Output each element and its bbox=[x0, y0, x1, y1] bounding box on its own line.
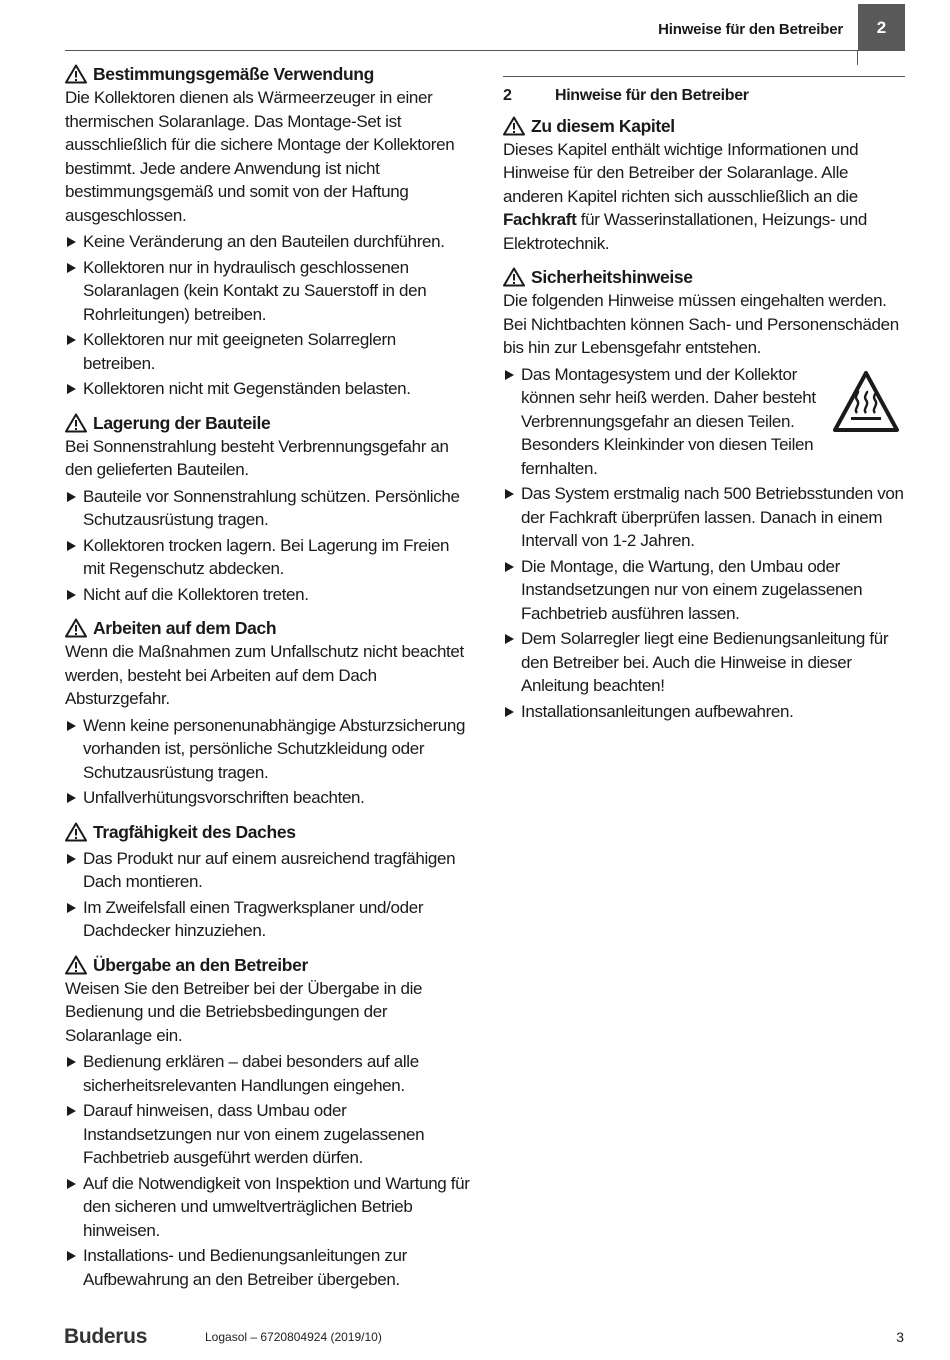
instruction-list bbox=[65, 230, 470, 401]
list-item bbox=[65, 1050, 470, 1097]
list-item bbox=[503, 555, 905, 626]
section-heading bbox=[65, 616, 470, 640]
hot-surface-warning-icon bbox=[831, 369, 901, 435]
section-text-part: Dieses Kapitel enthält wichtige Informationen und Hinweise für den Betreiber der Solaranlage. Alle anderen Kapitel richten sich ausschließlich an die bbox=[503, 139, 859, 206]
bullet-arrow-icon bbox=[67, 384, 76, 394]
section-heading-text: Übergabe an den Betreiber bbox=[93, 954, 308, 975]
warning-icon bbox=[503, 267, 525, 287]
section-heading-text: Arbeiten auf dem Dach bbox=[93, 618, 277, 638]
list-item-text: Kollektoren nicht mit Gegenständen belasten. bbox=[83, 379, 411, 398]
bullet-arrow-icon bbox=[67, 793, 76, 803]
section-text: Wenn die Maßnahmen zum Unfallschutz nicht beachtet werden, besteht bei Arbeiten auf dem Dach Absturzgefahr. bbox=[65, 642, 464, 708]
bullet-arrow-icon bbox=[67, 237, 76, 247]
list-item-text: Installations- und Bedienungsanleitungen zur Aufbewahrung an den Betreiber übergeben. bbox=[83, 1246, 407, 1289]
list-item-text: Das Produkt nur auf einem ausreichend tragfähigen Dach montieren. bbox=[83, 848, 456, 891]
bullet-arrow-icon bbox=[67, 1057, 76, 1067]
section-safety-notes bbox=[503, 265, 905, 723]
section-text: Die Kollektoren dienen als Wärmeerzeuger in einer thermischen Solaranlage. Das Montage-Set ist ausschließlich für die sichere Montage der Kollektoren bestimmt. Jede andere Anwendung ist nicht bestimmungsgemäß und somit von der Haftung ausgeschlossen. bbox=[65, 88, 455, 225]
bullet-arrow-icon bbox=[505, 489, 514, 499]
list-item bbox=[65, 1099, 470, 1170]
section-text-emphasis: Fachkraft bbox=[503, 210, 577, 229]
list-item-text: Darauf hinweisen, dass Umbau oder Instandsetzungen nur von einem zugelassenen Fachbetrieb ausgeführt werden dürfen. bbox=[83, 1101, 425, 1167]
instruction-list bbox=[65, 1050, 470, 1291]
section-heading bbox=[65, 953, 470, 977]
list-item-text: Installationsanleitungen aufbewahren. bbox=[521, 701, 794, 721]
warning-icon bbox=[503, 116, 525, 136]
list-item-text: Im Zweifelsfall einen Tragwerksplaner und/oder Dachdecker hinzuziehen. bbox=[83, 897, 424, 940]
bullet-arrow-icon bbox=[67, 854, 76, 864]
list-item-text: Bedienung erklären – dabei besonders auf alle sicherheitsrelevanten Handlungen eingehen. bbox=[83, 1052, 419, 1095]
chapter-heading bbox=[503, 84, 905, 108]
list-item bbox=[65, 1244, 470, 1291]
chapter-rule bbox=[503, 76, 905, 77]
bullet-arrow-icon bbox=[67, 590, 76, 600]
chapter-heading-number: 2 bbox=[503, 87, 512, 104]
bullet-arrow-icon bbox=[67, 492, 76, 502]
list-item-text: Kollektoren trocken lagern. Bei Lagerung im Freien mit Regenschutz abdecken. bbox=[83, 535, 450, 578]
list-item-text: Keine Veränderung an den Bauteilen durchführen. bbox=[83, 232, 445, 251]
header-rule bbox=[65, 50, 858, 51]
list-item-text: Dem Solarregler liegt eine Bedienungsanleitung für den Betreiber bei. Auch die Hinweise in dieser Anleitung beachten! bbox=[521, 629, 889, 695]
list-item bbox=[65, 714, 470, 785]
warning-icon bbox=[65, 618, 87, 638]
list-item bbox=[65, 1172, 470, 1243]
bullet-arrow-icon bbox=[67, 541, 76, 551]
warning-section bbox=[65, 953, 470, 1292]
document-reference: Logasol – 6720804924 (2019/10) bbox=[205, 1330, 382, 1344]
instruction-list bbox=[503, 363, 905, 724]
page-number: 3 bbox=[896, 1329, 904, 1345]
warning-icon bbox=[65, 413, 87, 433]
bullet-arrow-icon bbox=[67, 1251, 76, 1261]
bullet-arrow-icon bbox=[505, 634, 514, 644]
section-heading bbox=[65, 820, 470, 844]
warning-icon bbox=[65, 64, 87, 84]
section-heading bbox=[503, 265, 905, 289]
list-item bbox=[503, 700, 905, 724]
section-text bbox=[503, 138, 905, 256]
running-header-title: Hinweise für den Betreiber bbox=[658, 21, 843, 38]
bullet-arrow-icon bbox=[67, 335, 76, 345]
warning-icon bbox=[65, 955, 87, 975]
section-heading bbox=[503, 114, 905, 138]
section-text-part: für Wasserinstallationen, Heizungs- und Elektrotechnik. bbox=[503, 210, 867, 253]
warning-section bbox=[65, 616, 470, 810]
badge-rule bbox=[857, 51, 858, 65]
bullet-arrow-icon bbox=[67, 721, 76, 731]
section-heading bbox=[65, 411, 470, 435]
list-item-text: Bauteile vor Sonnenstrahlung schützen. Persönliche Schutzausrüstung tragen. bbox=[83, 486, 460, 529]
section-text: Weisen Sie den Betreiber bei der Übergabe in die Bedienung und die Betriebsbedingungen der Solaranlage ein. bbox=[65, 978, 423, 1045]
bullet-arrow-icon bbox=[505, 562, 514, 572]
right-column bbox=[503, 76, 905, 733]
instruction-list bbox=[65, 714, 470, 810]
bullet-arrow-icon bbox=[67, 903, 76, 913]
list-item bbox=[65, 256, 470, 327]
list-item-text: Nicht auf die Kollektoren treten. bbox=[83, 584, 309, 604]
section-text: Bei Sonnenstrahlung besteht Verbrennungsgefahr an den gelieferten Bauteilen. bbox=[65, 436, 449, 479]
list-item-text: Wenn keine personenunabhängige Absturzsicherung vorhanden ist, persönliche Schutzkleidung oder Schutzausrüstung tragen. bbox=[83, 715, 466, 782]
section-about-chapter bbox=[503, 114, 905, 256]
bullet-arrow-icon bbox=[505, 370, 514, 380]
list-item-text: Das System erstmalig nach 500 Betriebsstunden von der Fachkraft überprüfen lassen. Danach in einem Intervall von 1-2 Jahren. bbox=[521, 484, 904, 550]
bullet-arrow-icon bbox=[505, 707, 514, 717]
list-item bbox=[65, 896, 470, 943]
list-item bbox=[503, 482, 905, 553]
warning-section bbox=[65, 411, 470, 607]
brand-logo: Buderus bbox=[64, 1325, 148, 1348]
section-heading-text: Bestimmungsgemäße Verwendung bbox=[93, 64, 374, 84]
list-item bbox=[503, 363, 905, 481]
bullet-arrow-icon bbox=[67, 1106, 76, 1116]
instruction-list bbox=[65, 485, 470, 607]
list-item bbox=[65, 485, 470, 532]
warning-section bbox=[65, 62, 470, 401]
bullet-arrow-icon bbox=[67, 263, 76, 273]
list-item bbox=[503, 627, 905, 698]
warning-section bbox=[65, 820, 470, 943]
list-item bbox=[65, 583, 470, 607]
section-heading-text: Zu diesem Kapitel bbox=[531, 115, 675, 136]
left-column bbox=[65, 62, 470, 1301]
section-heading bbox=[65, 62, 470, 86]
section-heading-text: Tragfähigkeit des Daches bbox=[93, 821, 296, 842]
list-item bbox=[65, 328, 470, 375]
section-heading-text: Lagerung der Bauteile bbox=[93, 412, 271, 433]
list-item bbox=[65, 377, 470, 401]
list-item bbox=[65, 786, 470, 810]
list-item-text: Das Montagesystem und der Kollektor können sehr heiß werden. Daher besteht Verbrennungsgefahr an diesen Teilen. Besonders Kleinkinder von diesen Teilen fernhalten. bbox=[521, 364, 816, 478]
warning-icon bbox=[65, 822, 87, 842]
section-heading-text: Sicherheitshinweise bbox=[531, 267, 693, 287]
list-item-text: Kollektoren nur mit geeigneten Solarreglern betreiben. bbox=[83, 330, 396, 373]
list-item bbox=[65, 534, 470, 581]
list-item-text: Kollektoren nur in hydraulisch geschlossenen Solaranlagen (kein Kontakt zu Sauerstoff in den Rohrleitungen) betreiben. bbox=[83, 257, 427, 324]
list-item-text: Unfallverhütungsvorschriften beachten. bbox=[83, 788, 365, 807]
list-item-text: Auf die Notwendigkeit von Inspektion und Wartung für den sicheren und umweltverträglichen Betrieb hinweisen. bbox=[83, 1173, 470, 1240]
list-item bbox=[65, 230, 470, 254]
instruction-list bbox=[65, 847, 470, 943]
bullet-arrow-icon bbox=[67, 1179, 76, 1189]
list-item-text: Die Montage, die Wartung, den Umbau oder Instandsetzungen nur von einem zugelassenen Fachbetrieb ausführen lassen. bbox=[521, 556, 863, 623]
section-text: Die folgenden Hinweise müssen eingehalten werden. Bei Nichtbachten können Sach- und Personenschäden bis hin zur Lebensgefahr entstehen. bbox=[503, 291, 899, 357]
chapter-heading-title: Hinweise für den Betreiber bbox=[555, 87, 749, 104]
list-item bbox=[65, 847, 470, 894]
chapter-number-badge: 2 bbox=[858, 4, 905, 51]
